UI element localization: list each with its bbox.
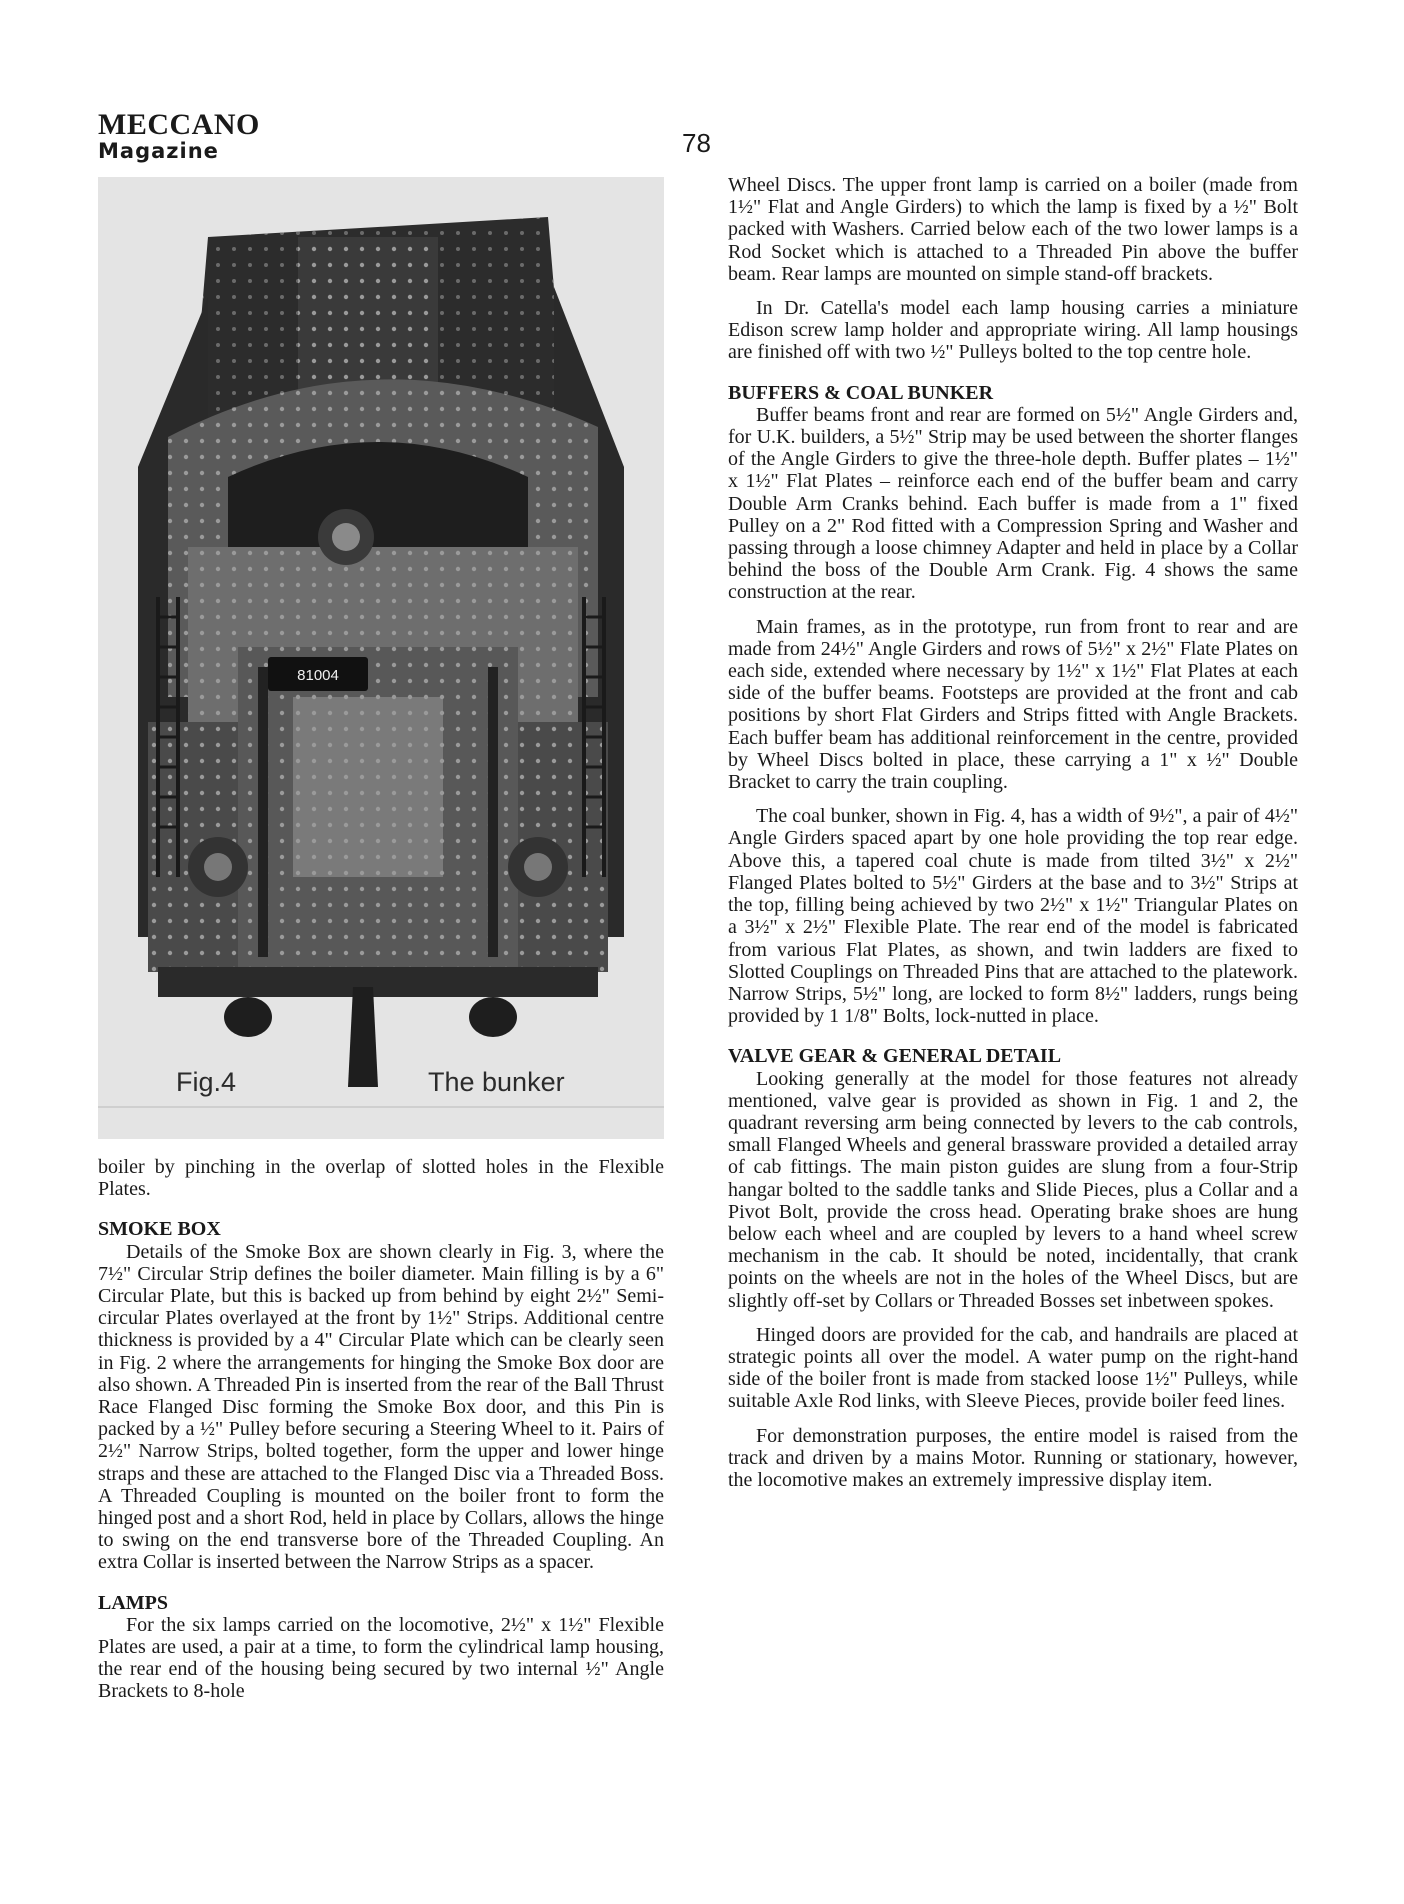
figure-number: Fig.4 — [176, 1067, 237, 1097]
brand-subtitle: Magazine — [98, 139, 219, 163]
section-heading-smoke-box: SMOKE BOX — [98, 1218, 221, 1241]
paragraph: Hinged doors are provided for the cab, and handrails are placed at strategic points all over the model. A water pump on the right-hand side of the boiler front is made from stacked loose 1½" Pulleys, while suitable Axle Rod links, with Sleeve Pieces, provide boiler feed lines. — [728, 1323, 1298, 1413]
masthead — [98, 110, 260, 162]
number-plate: 81004 — [297, 667, 339, 684]
paragraph: Details of the Smoke Box are shown clearly in Fig. 3, where the 7½" Circular Strip defines the boiler diameter. Main filling is by a 6" Circular Plate, but this is backed up from behind by eight 2½" Semi-circular Plates overlayed at the front by 1½" Strips. Additional centre thickness is provided by a 4" Circular Plate which can be clearly seen in Fig. 2 where the arrangements for hinging the Smoke Box door are also shown. A Threaded Pin is inserted from the rear of the Ball Thrust Race Flanged Disc forming the Smoke Box door, and this Pin is packed by a ½" Pulley before securing a Steering Wheel to it. Pairs of 2½" Narrow Strips, bolted together, form the upper and lower hinge straps and these are attached to the Flanged Disc via a Threaded Boss. A Threaded Coupling is mounted on the boiler front to form the hinged post and a short Rod, held in place by Collars, allows the hinge to swing on the end transverse bore of the Threaded Coupling. An extra Collar is inserted between the Narrow Strips as a spacer. — [98, 1240, 664, 1574]
section-heading-lamps: LAMPS — [98, 1591, 168, 1614]
paragraph: Looking generally at the model for those features not already mentioned, valve gear is provided as shown in Fig. 1 and 2, the quadrant reversing arm being connected by levers to the cab controls, small Flanged Wheels and general brassware provided a detailed array of cab fittings. The main piston guides are slung from a four-Strip hangar bolted to the saddle tanks and Slide Pieces, plus a Collar and a Pivot Bolt, provide the cross head. Operating brake shoes are hung below each wheel and are coupled by levers to a hand wheel screw mechanism in the cab. It should be noted, incidentally, that crank points on the wheels are not in the holes of the Wheel Discs, but are slightly off-set by Collars or Threaded Bosses set inbetween spokes. — [728, 1067, 1298, 1312]
section-heading-buffers: BUFFERS & COAL BUNKER — [728, 381, 994, 404]
paragraph: For the six lamps carried on the locomotive, 2½" x 1½" Flexible Plates are used, a pair at a time, to form the cylindrical lamp housing, the rear end of the housing being secured by two internal ½" Angle Brackets to 8-hole — [98, 1613, 664, 1703]
paragraph: In Dr. Catella's model each lamp housing carries a miniature Edison screw lamp holder and appropriate wiring. All lamp housings are finished off with two ½" Pulleys bolted to the top centre hole. — [728, 297, 1298, 364]
bunker-photo — [98, 177, 664, 1139]
paragraph: Wheel Discs. The upper front lamp is carried on a boiler (made from 1½" Flat and Angle Girders) to which the lamp is fixed by a ½" Bolt packed with Washers. Carried below each of the two lower lamps is a Rod Socket which is attached to a Threaded Pin above the buffer beam. Rear lamps are mounted on simple stand-off brackets. — [728, 174, 1298, 285]
brand-name: MECCANO — [98, 108, 260, 141]
paragraph: For demonstration purposes, the entire model is raised from the track and driven by a mains Motor. Running or stationary, however, the locomotive makes an extremely impressive display item. — [728, 1424, 1298, 1491]
left-column — [98, 1156, 664, 1703]
bunker-model-illustration — [98, 177, 664, 1139]
paragraph: boiler by pinching in the overlap of slotted holes in the Flexible Plates. — [98, 1156, 664, 1201]
page-number: 78 — [682, 128, 711, 158]
paragraph: Buffer beams front and rear are formed on 5½" Angle Girders and, for U.K. builders, a 5½" Strip may be used between the shorter flanges of the Angle Girders to give the three-hole depth. Buffer plates – 1½" x 1½" Flat Plates – reinforce each end of the buffer beam and carry Double Arm Cranks behind. Each buffer is made from a 1" fixed Pulley on a 2" Rod fitted with a Compression Spring and Washer and passing through a loose chimney Adapter and held in place by a Collar behind the boss of the Double Arm Crank. Fig. 4 shows the same construction at the rear. — [728, 403, 1298, 604]
paragraph: The coal bunker, shown in Fig. 4, has a width of 9½", a pair of 4½" Angle Girders spaced apart by one hole providing the top rear edge. Above this, a tapered coal chute is made from tilted 3½" x 2½" Flanged Plates bolted to 5½" Girders at the base and to 3½" Strips at the top, filling being achieved by two 2½" x 1½" Triangular Plates on a 3½" x 2½" Flexible Plate. The rear end of the model is fabricated from various Flat Plates, as shown, and twin ladders are fixed to Slotted Couplings on Threaded Pins that are attached to the platework. Narrow Strips, 5½" long, are locked to form 8½" ladders, rungs being provided by 1 1/8" Bolts, lock-nutted in place. — [728, 805, 1298, 1028]
figure-caption: The bunker — [428, 1067, 565, 1097]
right-column — [728, 174, 1298, 1491]
paragraph: Main frames, as in the prototype, run from front to rear and are made from 24½" Angle Girders and rows of 5½" x 2½" Flate Plates on each side, extended where necessary by 1½" x 1½" Flat Plates at each side of the buffer beams. Footsteps are provided at the front and cab positions by short Flat Girders and Strips fitted with Angle Brackets. Each buffer beam has additional reinforcement in the centre, provided by Wheel Discs bolted in place, these carrying a 1" x ½" Double Bracket to carry the train coupling. — [728, 615, 1298, 794]
section-heading-valve-gear: VALVE GEAR & GENERAL DETAIL — [728, 1045, 1062, 1068]
